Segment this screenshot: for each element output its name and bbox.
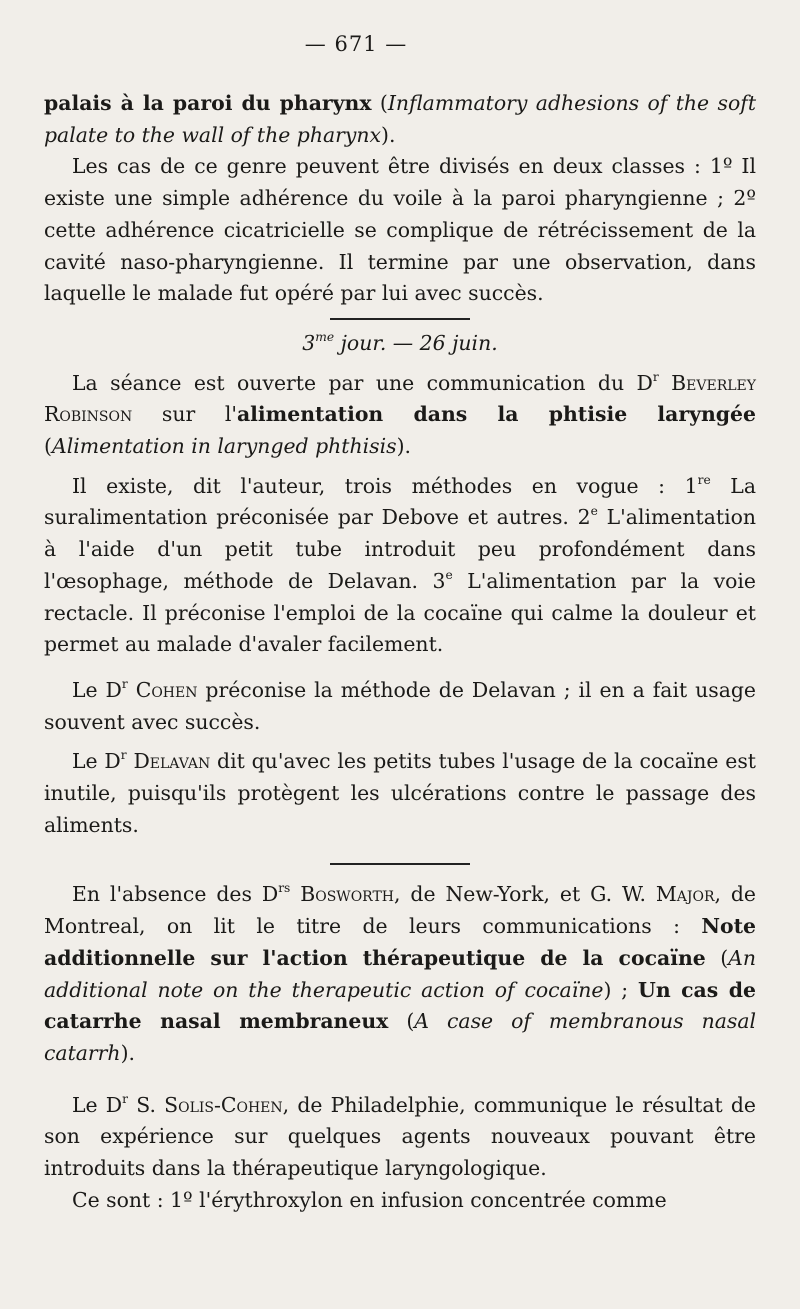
bold-title: palais à la paroi du pharynx [44, 91, 372, 115]
day-heading [44, 328, 756, 360]
text-run: En l'absence des D [72, 882, 279, 907]
english-title: A case of membranous nasal catarrh [44, 1009, 756, 1065]
text-run: ( [705, 945, 729, 970]
text-run: dit qu'avec les petits tubes l'usage de la cocaïne est inutile, puisqu'ils protègent les ulcérations contre le passage des aliments. [44, 749, 756, 837]
text-run: Le D [72, 749, 121, 774]
bold-title: alimentation dans la phtisie laryngée [236, 402, 756, 427]
text-run: La séance est ouverte par une communication du D [72, 370, 653, 395]
text-run: Le D [72, 1092, 123, 1117]
superscript: r [120, 748, 127, 763]
superscript: me [315, 329, 335, 344]
author-name: Bosworth [300, 882, 395, 907]
paragraph-6 [44, 746, 756, 841]
text-run: ( [371, 91, 388, 115]
text-run: L'alimentation à l'aide d'un petit tube introduit peu profondément dans l'œsophage, méthode de Delavan. 3 [44, 505, 756, 593]
paragraph-1 [44, 88, 756, 151]
author-name: Cohen [135, 677, 198, 702]
paragraph-3 [44, 368, 756, 463]
paragraph-7 [44, 879, 756, 1069]
author-name: Solis-Cohen [164, 1092, 283, 1117]
day-date: jour. — 26 juin. [334, 330, 498, 355]
english-title: An additional note on the therapeutic action of cocaïne [44, 945, 757, 1002]
text-run: ). [396, 434, 412, 459]
text-run: , de Philadelphie, communique le résultat de son expérience sur quelques agents nouveaux pouvant être introduits dans la thérapeutique laryngologique. [44, 1092, 756, 1181]
bold-title: Note additionnelle sur l'action thérapeutique de la cocaïne [44, 914, 756, 970]
day-number: 3 [302, 330, 316, 355]
superscript: r [122, 1091, 129, 1106]
text-run: Il existe, dit l'auteur, trois méthodes en vogue : 1 [72, 473, 698, 498]
english-title: Alimentation in larynged phthisis [51, 434, 397, 459]
paragraph-4 [44, 471, 756, 661]
superscript: e [445, 567, 453, 582]
text-run: ) ; [603, 977, 639, 1002]
text-run: ). [381, 122, 396, 147]
text-run: sur l' [132, 402, 237, 427]
superscript: r [652, 369, 659, 384]
paragraph-8 [44, 1090, 756, 1185]
text-run: S. [128, 1092, 165, 1117]
text-run: ( [388, 1009, 415, 1034]
superscript: re [697, 472, 711, 487]
text-run: Le D [72, 677, 122, 702]
text-run: La suralimentation préconisée par Debove et autres. 2 [44, 473, 757, 530]
text-run: L'alimentation par la voie rectacle. Il préconise l'emploi de la cocaïne qui calme la douleur et permet au malade d'avaler facilement. [44, 568, 756, 657]
superscript: rs [278, 881, 291, 896]
page-body [44, 0, 756, 1217]
text-run: préconise la méthode de Delavan ; il en a fait usage souvent avec succès. [44, 677, 756, 734]
author-name: Major [655, 882, 715, 907]
text-run: ). [120, 1040, 135, 1065]
superscript: r [121, 676, 128, 691]
author-name: Beverley Robinson [44, 370, 757, 427]
author-name: Delavan [133, 749, 211, 774]
superscript: e [590, 504, 598, 519]
paragraph-5 [44, 675, 756, 738]
bold-title: Un cas de catarrhe nasal membraneux [44, 977, 756, 1034]
text-run: , de New-York, et G. W. [394, 882, 656, 907]
paragraph-2: Les cas de ce genre peuvent être divisés en deux classes : 1º Il existe une simple adhérence du voile à la paroi pharyngienne ; 2º cette adhérence cicatricielle se complique de rétrécissement de la cavité naso-pharyngienne. Il termine par une observation, dans laquelle le malade fut opéré par lui avec succès. [44, 154, 756, 306]
text-run: , de Montreal, on lit le titre de leurs communications : [44, 882, 757, 939]
text-run: ( [44, 434, 52, 459]
english-title: Inflammatory adhesions of the soft palate to the wall of the pharynx [44, 91, 757, 147]
paragraph-9: Ce sont : 1º l'érythroxylon en infusion concentrée comme [72, 1187, 667, 1212]
page-number: — 671 — [304, 32, 408, 56]
